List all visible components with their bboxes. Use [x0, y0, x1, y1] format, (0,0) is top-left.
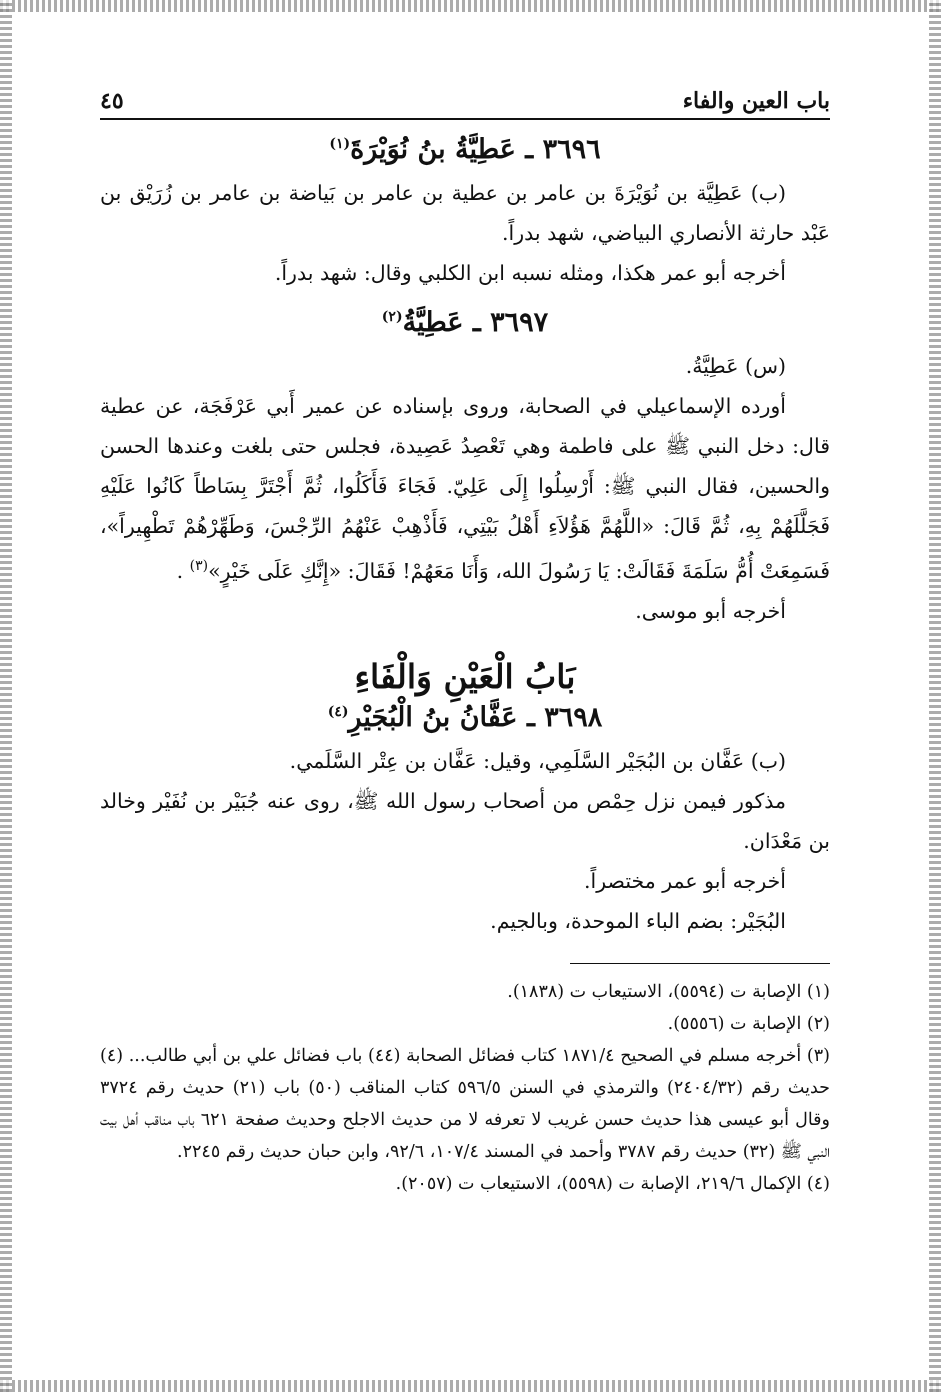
entry-3697-paragraph-3: أخرجه أبو موسى.: [635, 598, 786, 623]
footnote-divider: [570, 963, 830, 964]
footnote-ref-4: (٤): [327, 703, 349, 720]
footnotes: [100, 976, 830, 1200]
entry-3698-paragraph-3: أخرجه أبو عمر مختصراً.: [584, 868, 786, 893]
footnote-3: (٣) أخرجه مسلم في الصحيح ١٨٧١/٤ كتاب فضائل الصحابة (٤٤) باب فضائل علي بن أبي طالب... (٤) حديث رقم (٢٤٠٤/٣٢) والترمذي في السنن ٥٩٦/٥ كتاب المناقب (٥٠) باب (٢١) حديث رقم ٣٧٢٤ وقال أبو عيسى هذا حديث حسن غريب لا تعرفه لا من حديث الاجلح وحديث صفحة ٦٢١ باب مناقب أهل بيت النبي ﷺ (٣٢) حديث رقم ٣٧٨٧ وأحمد في المسند ١٠٧/٤، ٩٢/٦، وابن حبان حديث رقم ٢٢٤٥.: [100, 1045, 831, 1162]
entry-3696-paragraph-1: (ب) عَطِيَّة بن نُوَيْرَةَ بن عامر بن عطية بن عامر بن بَياضة بن عامر بن زُرَيْق بن عَبْد حارثة الأنصاري البياضي، شهد بدراً.: [100, 181, 830, 245]
ornamental-border-top: [0, 0, 941, 12]
footnote-4: (٤) الإكمال ٢١٩/٦، الإصابة ت (٥٥٩٨)، الاستيعاب ت (٢٠٥٧).: [395, 1173, 830, 1194]
footnote-2: (٢) الإصابة ت (٥٥٥٦).: [667, 1013, 830, 1034]
entry-3697-paragraph-2-text: أورده الإسماعيلي في الصحابة، وروى بإسناده عن عمير أَبي عَرْفَجَة، عن عطية قال: دخل النبي ﷺ على فاطمة وهي تَعْصِدُ عَصِيدة، فجلس حتى بلغت وعندها الحسن والحسين، فقال النبي ﷺ: أَرْسِلُوا إِلَى عَلِيّ. فَجَاءَ فَأَكَلُوا، ثُمَّ أَجْتَرَّ بِسَاطاً كَانُوا عَلَيْهِ فَجَلَّلَهُمْ بِهِ، ثُمَّ قَالَ: «اللَّهُمَّ هَؤُلاَءِ أَهْلُ بَيْتِي، فَأَذْهِبْ عَنْهُمُ الرِّجْسَ، وَطَهِّرْهُمْ تَطْهِيراً»، فَسَمِعَتْ أُمُّ سَلَمَةَ فَقَالَتْ: يَا رَسُولَ الله، وَأَنَا مَعَهُمْ! فَقَالَ: «إِنَّكِ عَلَى خَيْرٍ»: [100, 394, 830, 583]
ornamental-border-right: [929, 0, 941, 1392]
page-header: [100, 80, 830, 120]
footnote-ref-1: (١): [329, 136, 351, 152]
section-heading: بَابُ الْعَيْنِ وَالْفَاءِ: [354, 656, 576, 696]
book-page: [100, 80, 830, 1200]
ornamental-border-left: [0, 0, 12, 1392]
entry-3696-title: [100, 134, 830, 165]
entry-3697-paragraph-2: أورده الإسماعيلي في الصحابة، وروى بإسناده عن عمير أَبي عَرْفَجَة، عن عطية قال: دخل النبي ﷺ على فاطمة وهي تَعْصِدُ عَصِيدة، فجلس حتى بلغت وعندها الحسن والحسين، فقال النبي ﷺ: أَرْسِلُوا إِلَى عَلِيّ. فَجَاءَ فَأَكَلُوا، ثُمَّ أَجْتَرَّ بِسَاطاً كَانُوا عَلَيْهِ فَجَلَّلَهُمْ بِهِ، ثُمَّ قَالَ: «اللَّهُمَّ هَؤُلاَءِ أَهْلُ بَيْتِي، فَأَذْهِبْ عَنْهُمُ الرِّجْسَ، وَطَهِّرْهُمْ تَطْهِيراً»، فَسَمِعَتْ أُمُّ سَلَمَةَ فَقَالَتْ: يَا رَسُولَ الله، وَأَنَا مَعَهُمْ! فَقَالَ: «إِنَّكِ عَلَى خَيْرٍ»$^{(٣)}$ .: [100, 394, 830, 583]
entry-3696-paragraph-2: أخرجه أبو عمر هكذا، ومثله نسبه ابن الكلبي وقال: شهد بدراً.: [274, 261, 786, 285]
entry-3698-paragraph-2: مذكور فيمن نزل حِمْص من أصحاب رسول الله ﷺ، روى عنه جُبَيْر بن نُفَيْر وخالد بن مَعْدَان.: [100, 788, 830, 853]
entry-3697-paragraph-1: (س) عَطِيَّةُ.: [685, 354, 786, 378]
entry-3696-title-text: ٣٦٩٦ ـ عَطِيَّةُ بنُ نُوَيْرَةَ: [350, 134, 601, 165]
entry-3698-title-text: ٣٦٩٨ ـ عَفَّانُ بنُ الْبُجَيْرِ: [348, 701, 603, 733]
footnote-ref-2: (٢): [381, 309, 403, 325]
footnote-ref-3: (٣): [189, 558, 209, 574]
entry-3697-title-text: ٣٦٩٧ ـ عَطِيَّةُ: [402, 307, 549, 338]
page-number: ٤٥: [100, 88, 124, 114]
footnote-1: (١) الإصابة ت (٥٥٩٤)، الاستيعاب ت (١٨٣٨).: [507, 981, 830, 1002]
entry-3698-title: [100, 702, 830, 733]
entry-3698-paragraph-1: (ب) عَفَّان بن البُجَيْر السَّلَمِي، وقيل: عَفَّان بن عِتْر السَّلَمي.: [289, 748, 786, 773]
entry-3698-paragraph-4: البُجَيْر: بضم الباء الموحدة، وبالجيم.: [490, 908, 786, 933]
ornamental-border-bottom: [0, 1380, 941, 1392]
running-chapter-title: باب العين والفاء: [682, 88, 830, 114]
entry-3697-title: [100, 307, 830, 338]
